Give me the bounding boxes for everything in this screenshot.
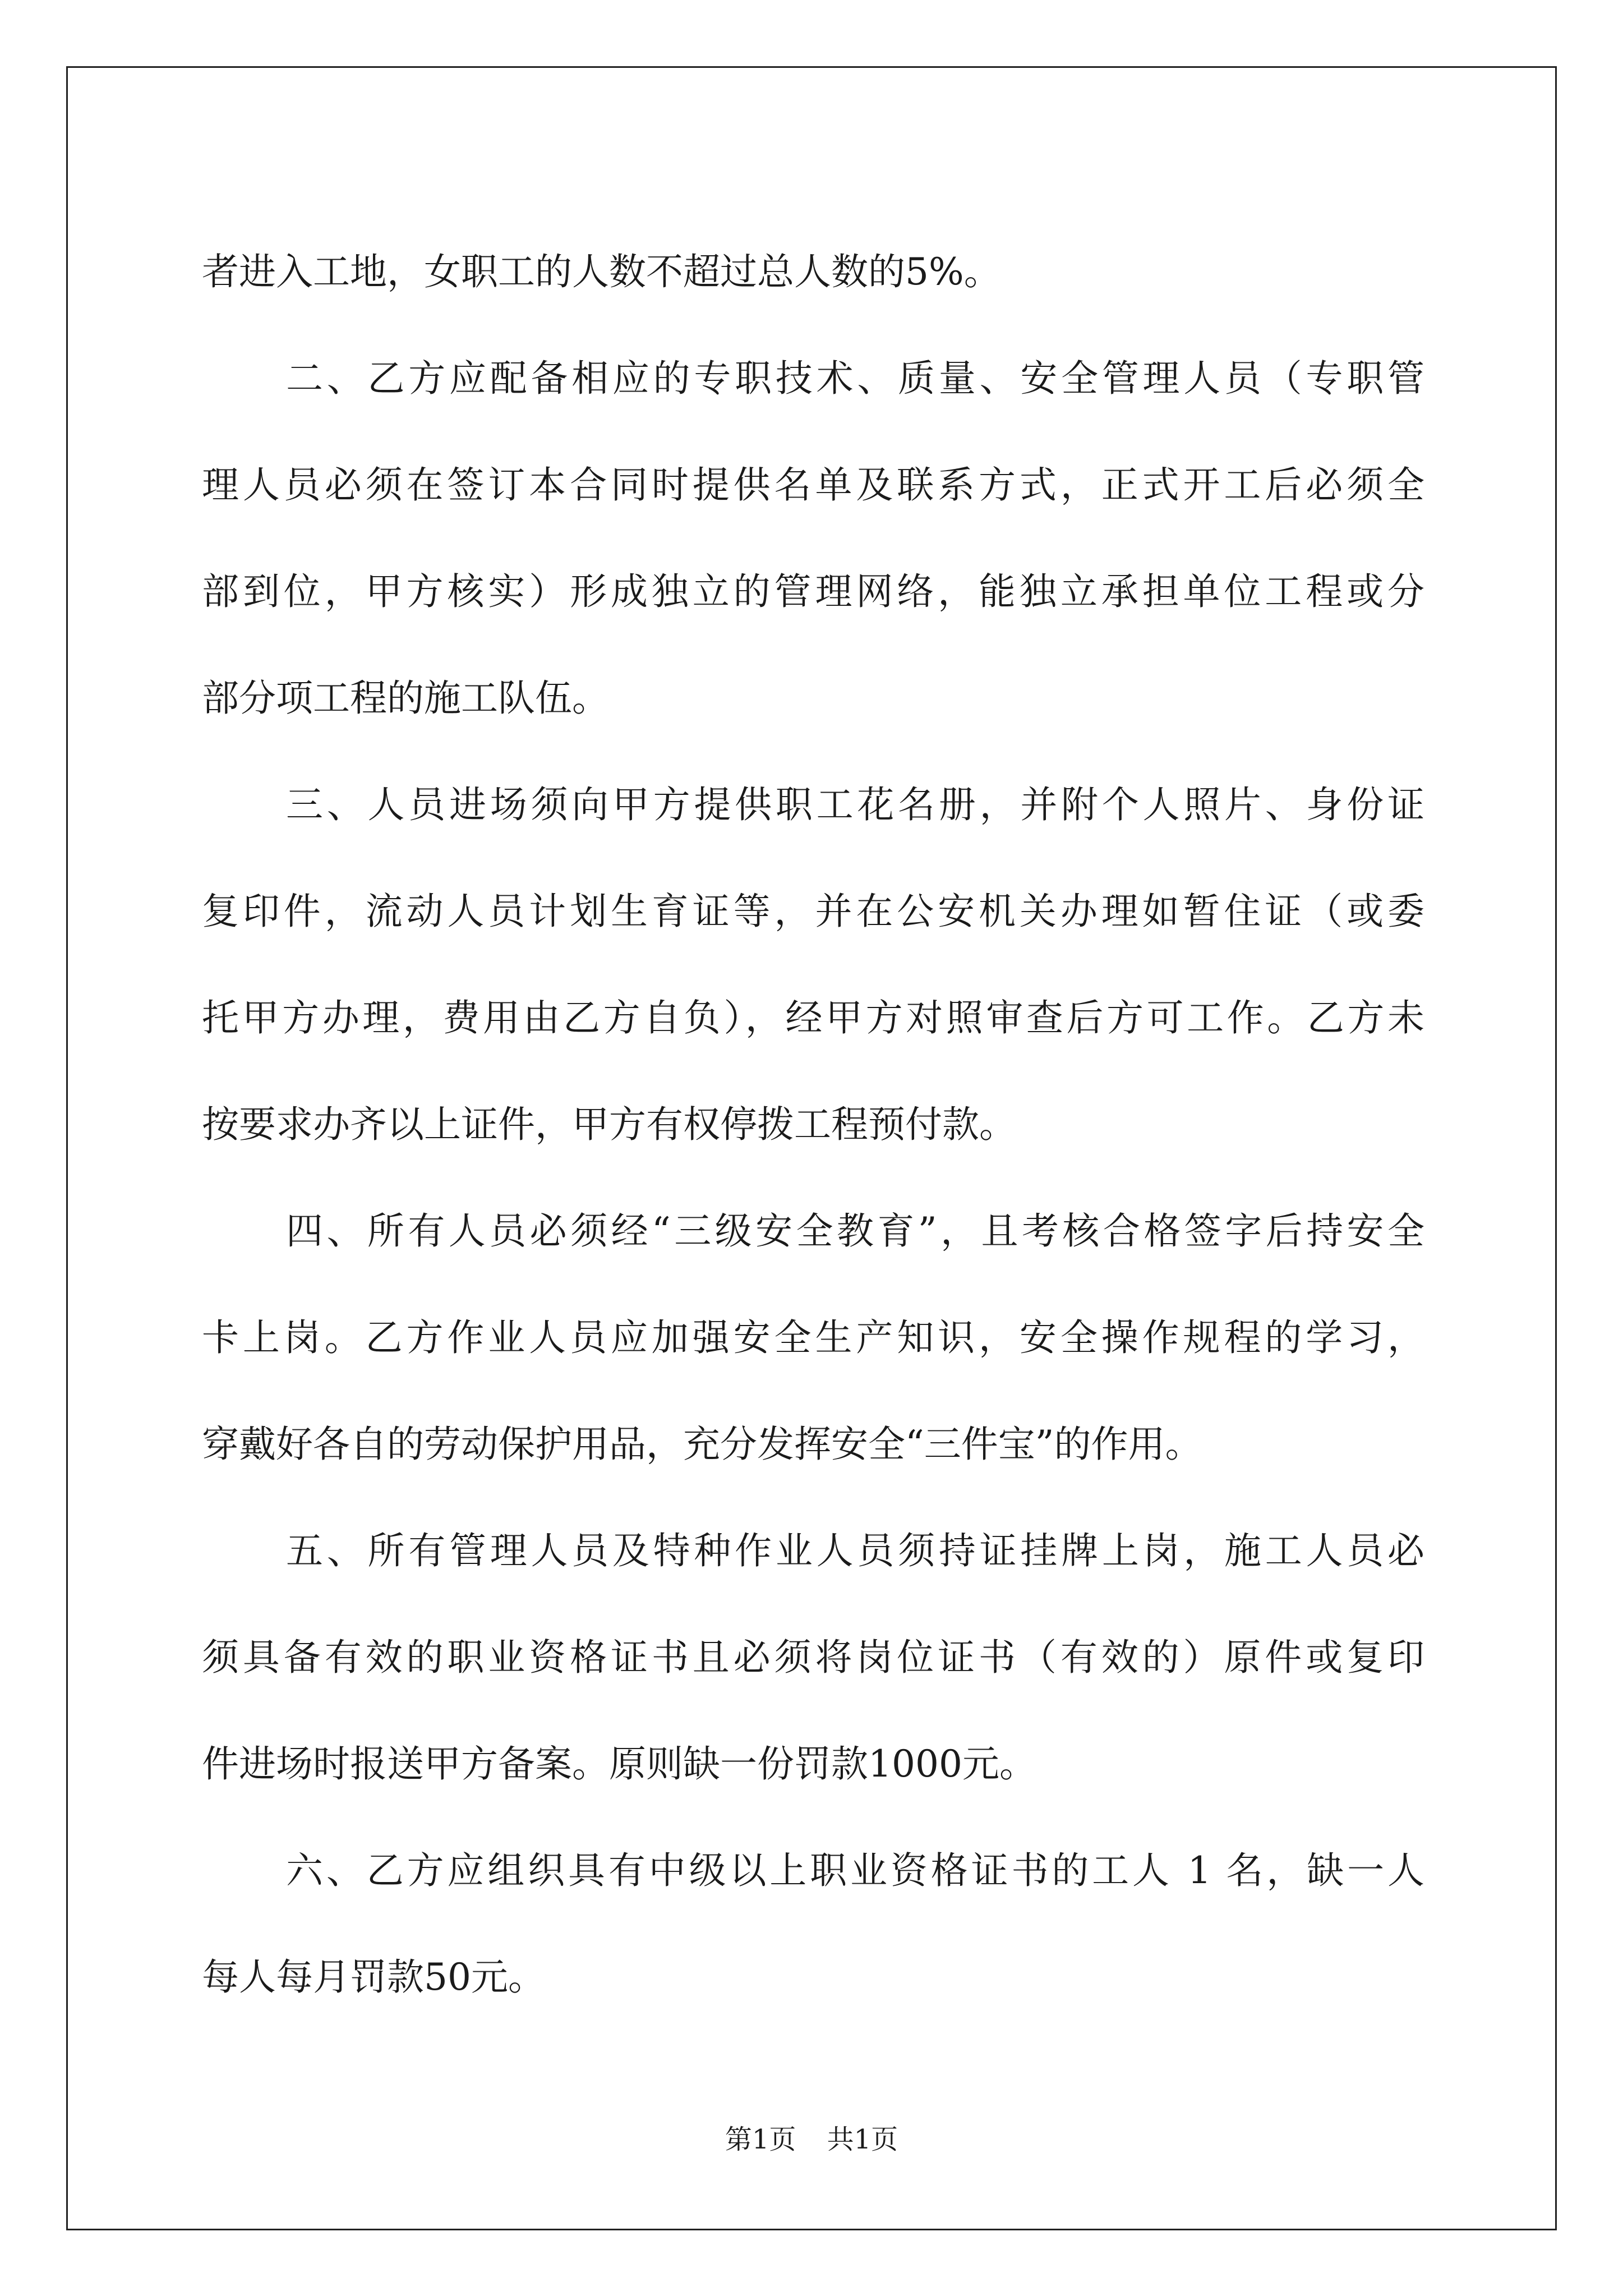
page-total: 共1页 — [827, 2124, 898, 2155]
text-line-8: 托甲方办理，费用由乙方自负），经甲方对照审查后方可工作。乙方未 — [202, 996, 1424, 1039]
text-line-6: 三、人员进场须向甲方提供职工花名册，并附个人照片、身份证 — [286, 783, 1424, 826]
text-line-15: 件进场时报送甲方备案。原则缺一份罚款1000元。 — [202, 1742, 1036, 1786]
text-line-10: 四、所有人员必须经“三级安全教育”，且考核合格签字后持安全 — [286, 1209, 1424, 1253]
text-line-11: 卡上岗。乙方作业人员应加强安全生产知识，安全操作规程的学习， — [202, 1316, 1424, 1359]
text-line-17: 每人每月罚款50元。 — [202, 1955, 545, 1999]
text-line-4: 部到位，甲方核实）形成独立的管理网络，能独立承担单位工程或分 — [202, 570, 1424, 613]
text-line-5: 部分项工程的施工队伍。 — [202, 677, 609, 720]
text-line-3: 理人员必须在签订本合同时提供名单及联系方式，正式开工后必须全 — [202, 463, 1424, 507]
text-line-2: 二、乙方应配备相应的专职技术、质量、安全管理人员（专职管 — [286, 357, 1424, 400]
document-body — [202, 219, 1424, 2031]
text-line-1: 者进入工地，女职工的人数不超过总人数的5%。 — [202, 250, 1001, 293]
text-line-13: 五、所有管理人员及特种作业人员须持证挂牌上岗，施工人员必 — [286, 1529, 1424, 1572]
text-line-7: 复印件，流动人员计划生育证等，并在公安机关办理如暂住证（或委 — [202, 890, 1424, 933]
text-line-16: 六、乙方应组织具有中级以上职业资格证书的工人 1 名，缺一人 — [286, 1849, 1424, 1892]
page-number: 第1页 — [725, 2124, 796, 2155]
page-footer — [0, 2118, 1623, 2156]
text-line-9: 按要求办齐以上证件，甲方有权停拨工程预付款。 — [202, 1103, 1016, 1146]
text-line-12: 穿戴好各自的劳动保护用品，充分发挥安全“三件宝”的作用。 — [202, 1423, 1202, 1466]
text-line-14: 须具备有效的职业资格证书且必须将岗位证书（有效的）原件或复印 — [202, 1636, 1424, 1679]
